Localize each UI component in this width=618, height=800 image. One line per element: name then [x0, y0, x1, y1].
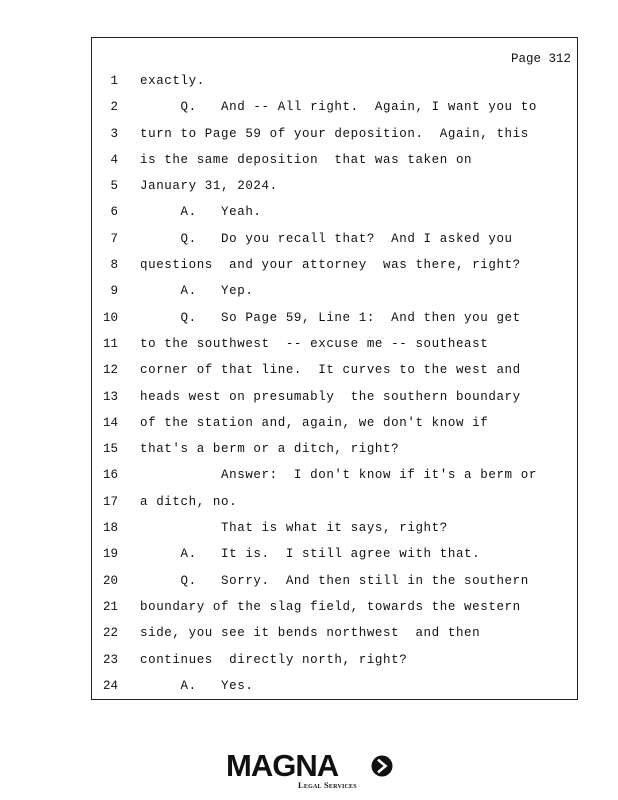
transcript-line — [92, 492, 577, 518]
line-number: 15 — [102, 442, 118, 457]
transcript-line — [92, 229, 577, 255]
line-text: Q. Sorry. And then still in the southern — [140, 573, 529, 588]
line-number: 17 — [102, 494, 118, 509]
line-text: Q. So Page 59, Line 1: And then you get — [140, 310, 521, 325]
transcript-line — [92, 597, 577, 623]
page-number: Page 312 — [510, 52, 571, 66]
line-number: 5 — [110, 179, 118, 194]
line-number: 12 — [102, 363, 118, 378]
line-number: 18 — [102, 521, 118, 536]
magna-logo — [226, 749, 396, 793]
line-text: boundary of the slag field, towards the western — [140, 599, 521, 614]
transcript-line — [92, 439, 577, 465]
line-text: Answer: I don't know if it's a berm or — [140, 468, 537, 483]
transcript-line — [92, 544, 577, 570]
line-text: A. Yes. — [140, 678, 254, 693]
transcript-lines — [92, 71, 577, 702]
line-text: A. It is. I still agree with that. — [140, 547, 481, 562]
line-number: 7 — [110, 231, 118, 246]
line-number: 9 — [110, 284, 118, 299]
line-number: 10 — [102, 310, 118, 325]
line-number: 21 — [102, 599, 118, 614]
line-number: 19 — [102, 547, 118, 562]
line-number: 4 — [110, 152, 118, 167]
line-text: of the station and, again, we don't know if — [140, 415, 489, 430]
line-number: 24 — [102, 678, 118, 693]
line-text: that's a berm or a ditch, right? — [140, 442, 400, 457]
transcript-line — [92, 124, 577, 150]
line-number: 16 — [102, 468, 118, 483]
line-number: 6 — [110, 205, 118, 220]
line-number: 23 — [102, 652, 118, 667]
line-number: 14 — [102, 415, 118, 430]
transcript-line — [92, 150, 577, 176]
transcript-line — [92, 650, 577, 676]
line-number: 8 — [110, 258, 118, 273]
line-text: heads west on presumably the southern boundary — [140, 389, 521, 404]
transcript-line — [92, 387, 577, 413]
transcript-line — [92, 281, 577, 307]
transcript-line — [92, 97, 577, 123]
transcript-line — [92, 360, 577, 386]
chevron-right-circle-icon — [371, 755, 393, 777]
line-text: side, you see it bends northwest and then — [140, 626, 481, 641]
transcript-line — [92, 202, 577, 228]
line-text: Q. Do you recall that? And I asked you — [140, 231, 513, 246]
line-text: is the same deposition that was taken on — [140, 152, 473, 167]
transcript-line — [92, 518, 577, 544]
transcript-line — [92, 465, 577, 491]
line-text: to the southwest -- excuse me -- southeast — [140, 336, 489, 351]
line-text: turn to Page 59 of your deposition. Again, this — [140, 126, 529, 141]
transcript-line — [92, 623, 577, 649]
transcript-line — [92, 413, 577, 439]
logo-subtext: Legal Services — [298, 780, 357, 790]
transcript-line — [92, 176, 577, 202]
logo-wordmark: MAGNA — [226, 748, 339, 783]
line-text: a ditch, no. — [140, 494, 238, 509]
transcript-line — [92, 676, 577, 702]
line-text: A. Yeah. — [140, 205, 262, 220]
line-text: continues directly north, right? — [140, 652, 408, 667]
line-text: Q. And -- All right. Again, I want you to — [140, 100, 537, 115]
line-number: 3 — [110, 126, 118, 141]
line-text: questions and your attorney was there, right? — [140, 258, 521, 273]
transcript-line — [92, 71, 577, 97]
transcript-line — [92, 255, 577, 281]
line-number: 11 — [102, 336, 118, 351]
transcript-page — [91, 37, 578, 700]
line-number: 22 — [102, 626, 118, 641]
line-number: 20 — [102, 573, 118, 588]
line-text: exactly. — [140, 74, 205, 88]
line-number: 1 — [110, 74, 118, 88]
line-text: corner of that line. It curves to the west and — [140, 363, 521, 378]
transcript-line — [92, 571, 577, 597]
line-number: 13 — [102, 389, 118, 404]
line-number: 2 — [110, 100, 118, 115]
line-text: January 31, 2024. — [140, 179, 278, 194]
transcript-line — [92, 308, 577, 334]
line-text: That is what it says, right? — [140, 521, 448, 536]
transcript-line — [92, 334, 577, 360]
line-text: A. Yep. — [140, 284, 254, 299]
